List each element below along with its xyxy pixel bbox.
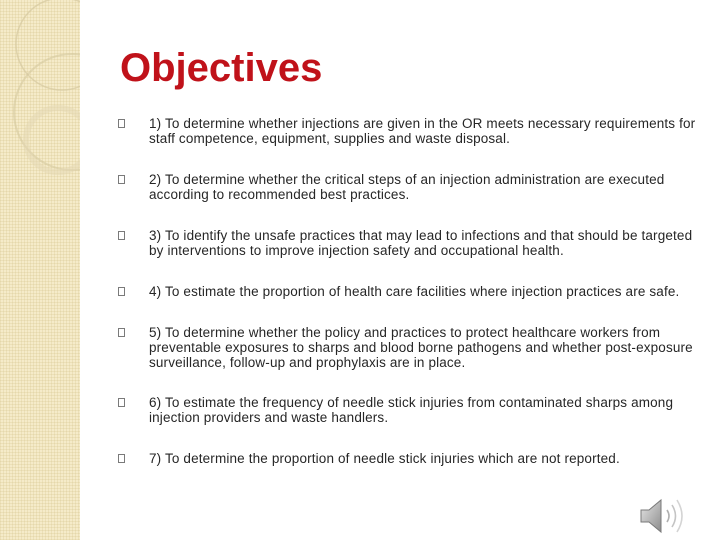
decorative-circles <box>0 0 80 540</box>
bullet-icon <box>118 287 125 296</box>
objectives-list <box>118 116 698 466</box>
bullet-icon <box>118 119 125 128</box>
objective-text: 6) To estimate the frequency of needle stick injuries from contaminated sharps among injection providers and waste handlers. <box>149 395 674 425</box>
objective-item <box>118 228 698 258</box>
bullet-icon <box>118 454 125 463</box>
objective-text: 2) To determine whether the critical steps of an injection administration are executed according to recommended best practices. <box>149 172 665 202</box>
objective-text: 4) To estimate the proportion of health care facilities where injection practices are safe. <box>149 284 680 299</box>
objective-text: 7) To determine the proportion of needle stick injuries which are not reported. <box>149 451 620 466</box>
objective-text: 5) To determine whether the policy and practices to protect healthcare workers from preventable exposures to sharps and blood borne pathogens and whether post-exposure surveillance, follow-up and prophylaxis are in place. <box>149 325 693 370</box>
speaker-icon[interactable] <box>637 496 693 536</box>
objective-item <box>118 172 698 202</box>
objective-text: 3) To identify the unsafe practices that may lead to infections and that should be targeted by interventions to improve injection safety and occupational health. <box>149 228 693 258</box>
bullet-icon <box>118 398 125 407</box>
objective-item <box>118 116 698 146</box>
objective-item <box>118 284 698 299</box>
bullet-icon <box>118 231 125 240</box>
objective-item <box>118 325 698 370</box>
bullet-icon <box>118 175 125 184</box>
decorative-side-strip <box>0 0 80 540</box>
objective-text: 1) To determine whether injections are given in the OR meets necessary requirements for staff competence, equipment, supplies and waste disposal. <box>149 116 696 146</box>
objective-item <box>118 451 698 466</box>
slide-title: Objectives <box>120 46 323 90</box>
objective-item <box>118 395 698 425</box>
bullet-icon <box>118 328 125 337</box>
